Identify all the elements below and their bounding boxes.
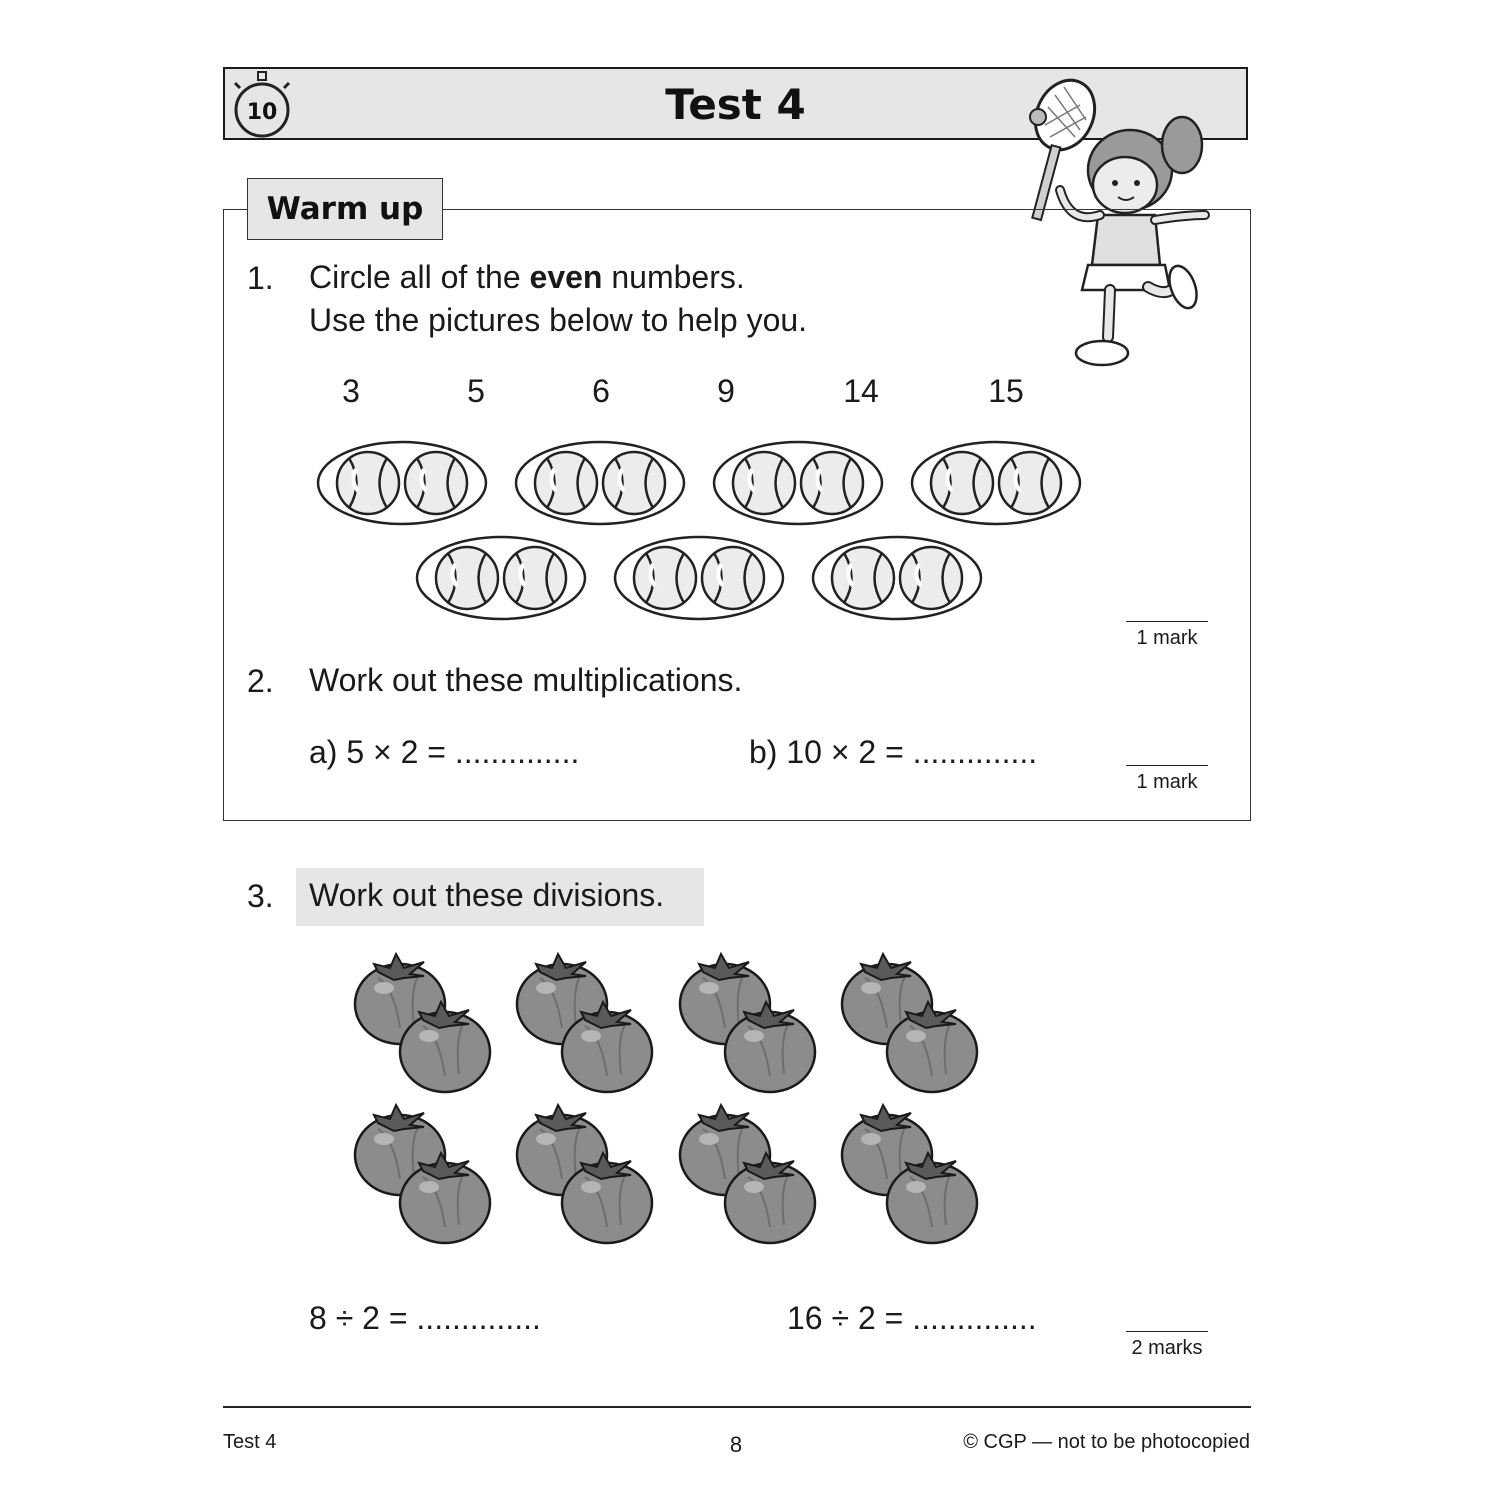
tomato-pair <box>355 954 490 1092</box>
tomato-pairs <box>330 940 1030 1260</box>
question-2-text: Work out these multiplications. <box>309 662 743 698</box>
number-option[interactable]: 3 <box>342 373 360 409</box>
mark-line <box>1126 765 1208 766</box>
tomato-pair <box>842 954 977 1092</box>
tennis-ball-pair <box>516 442 684 524</box>
tennis-ball-pair <box>714 442 882 524</box>
q1-line1-pre: Circle all of the <box>309 259 530 295</box>
warm-up-label: Warm up <box>247 178 443 240</box>
question-3-number: 3. <box>247 878 274 914</box>
footer-test-label: Test 4 <box>223 1431 277 1453</box>
number-option[interactable]: 9 <box>717 373 735 409</box>
page-title: Test 4 <box>665 80 806 129</box>
q1-line1-bold: even <box>529 259 603 295</box>
q3-marks: 2 marks <box>1131 1337 1203 1359</box>
tennis-ball-pair <box>318 442 486 524</box>
q1-line2: Use the pictures below to help you. <box>309 302 808 338</box>
tennis-ball-pair <box>813 537 981 619</box>
question-1-number: 1. <box>247 260 274 296</box>
mark-line <box>1126 1331 1208 1332</box>
mark-line <box>1126 621 1208 622</box>
number-option[interactable]: 14 <box>843 373 879 409</box>
question-3-text: Work out these divisions. <box>309 877 665 913</box>
question-1-text <box>309 256 1009 342</box>
tennis-ball-pair <box>615 537 783 619</box>
tomato-pair <box>355 1105 490 1243</box>
q2a-equation[interactable]: a) 5 × 2 = .............. <box>309 734 580 770</box>
footer-copyright: © CGP — not to be photocopied <box>963 1431 1250 1453</box>
footer-divider <box>223 1406 1251 1408</box>
tomato-pair <box>517 954 652 1092</box>
number-option[interactable]: 6 <box>592 373 610 409</box>
tomato-pair <box>842 1105 977 1243</box>
tomato-pair <box>517 1105 652 1243</box>
tennis-ball-pairs <box>300 430 1100 630</box>
q1-marks: 1 mark <box>1136 627 1198 649</box>
number-option[interactable]: 15 <box>988 373 1024 409</box>
tennis-ball-pair <box>912 442 1080 524</box>
tomato-pair <box>680 1105 815 1243</box>
question-2-number: 2. <box>247 663 274 699</box>
q3-equation-2[interactable]: 16 ÷ 2 = .............. <box>787 1300 1037 1336</box>
q2b-equation[interactable]: b) 10 × 2 = .............. <box>749 734 1038 770</box>
tennis-ball-pair <box>417 537 585 619</box>
q2-marks: 1 mark <box>1136 771 1198 793</box>
page-number: 8 <box>729 1432 743 1457</box>
q3-equation-1[interactable]: 8 ÷ 2 = .............. <box>309 1300 541 1336</box>
tomato-pair <box>680 954 815 1092</box>
timer-minutes: 10 <box>246 100 278 125</box>
number-option[interactable]: 5 <box>467 373 485 409</box>
q1-line1-post: numbers. <box>602 259 745 295</box>
